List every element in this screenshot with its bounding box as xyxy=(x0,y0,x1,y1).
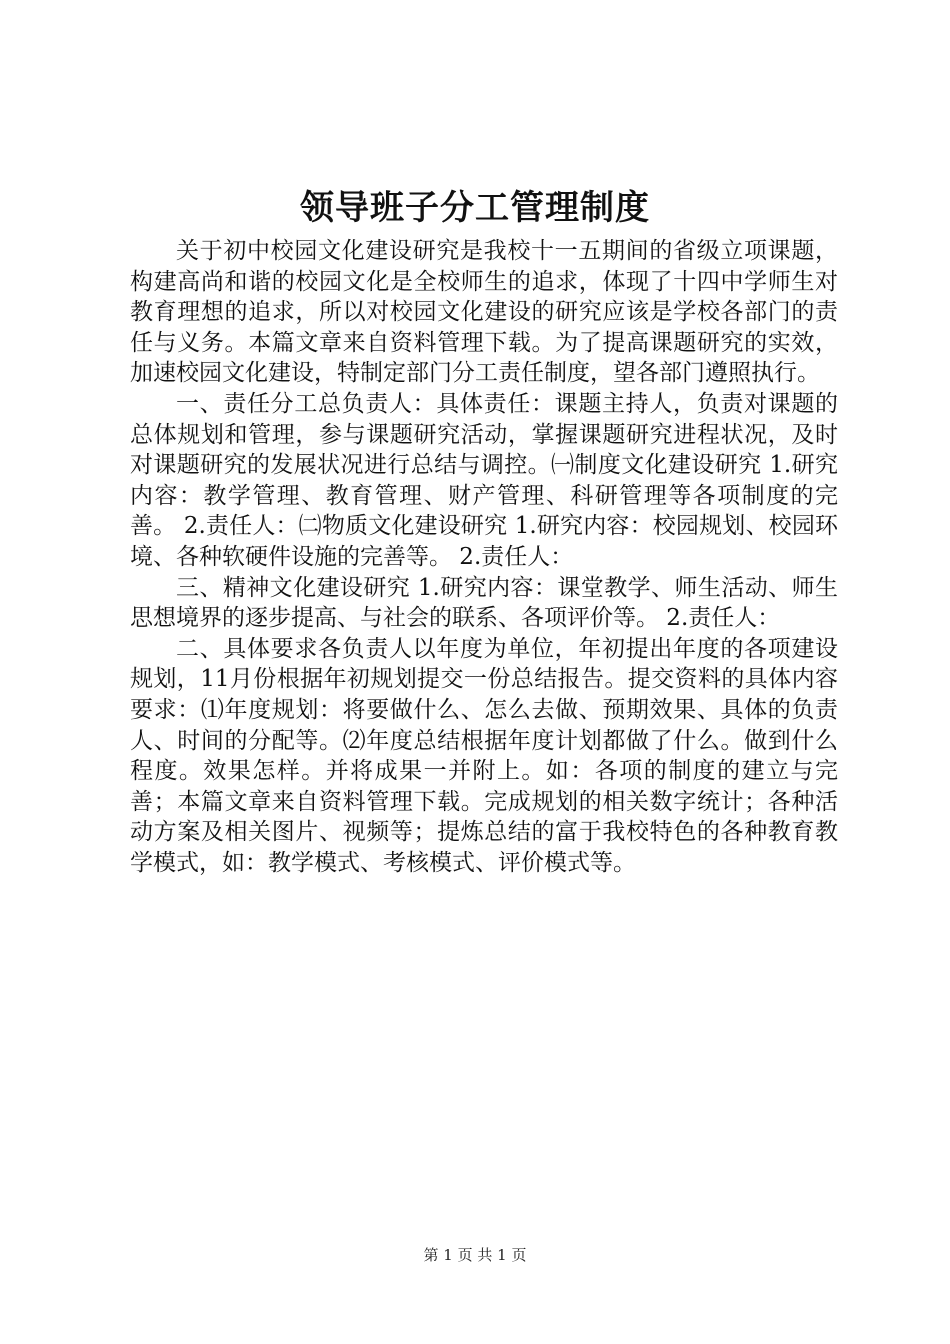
paragraph-spiritual-culture: 三、精神文化建设研究 1.研究内容：课堂教学、师生活动、师生思想境界的逐步提高、与社会的联系、各项评价等。 2.责任人： xyxy=(130,574,838,632)
document-title: 领导班子分工管理制度 xyxy=(300,188,650,228)
paragraph-requirements: 二、具体要求各负责人以年度为单位，年初提出年度的各项建设规划，11月份根据年初规划提交一份总结报告。提交资料的具体内容要求：⑴年度规划：将要做什么、怎么去做、预期效果、具体的负责人、时间的分配等。⑵年度总结根据年度计划都做了什么。做到什么程度。效果怎样。并将成果一并附上。如：各项的制度的建立与完善；本篇文章来自资料管理下载。完成规划的相关数字统计；各种活动方案及相关图片、视频等；提炼总结的富于我校特色的各种教育教学模式，如：教学模式、考核模式、评价模式等。 xyxy=(130,635,838,876)
paragraph-responsibility: 一、责任分工总负责人：具体责任：课题主持人，负责对课题的总体规划和管理，参与课题研究活动，掌握课题研究进程状况，及时对课题研究的发展状况进行总结与调控。㈠制度文化建设研究 1.研究内容：教学管理、教育管理、财产管理、科研管理等各项制度的完善。 2.责任人：㈡物质文化建设研究 1.研究内容：校园规划、校园环境、各种软硬件设施的完善等。 2.责任人： xyxy=(130,390,838,570)
document-body xyxy=(130,236,838,878)
paragraph-intro: 关于初中校园文化建设研究是我校十一五期间的省级立项课题，构建高尚和谐的校园文化是全校师生的追求，体现了十四中学师生对教育理想的追求，所以对校园文化建设的研究应该是学校各部门的责任与义务。本篇文章来自资料管理下载。为了提高课题研究的实效，加速校园文化建设，特制定部门分工责任制度，望各部门遵照执行。 xyxy=(130,238,838,387)
page-number-footer: 第 1 页 共 1 页 xyxy=(423,1246,527,1264)
